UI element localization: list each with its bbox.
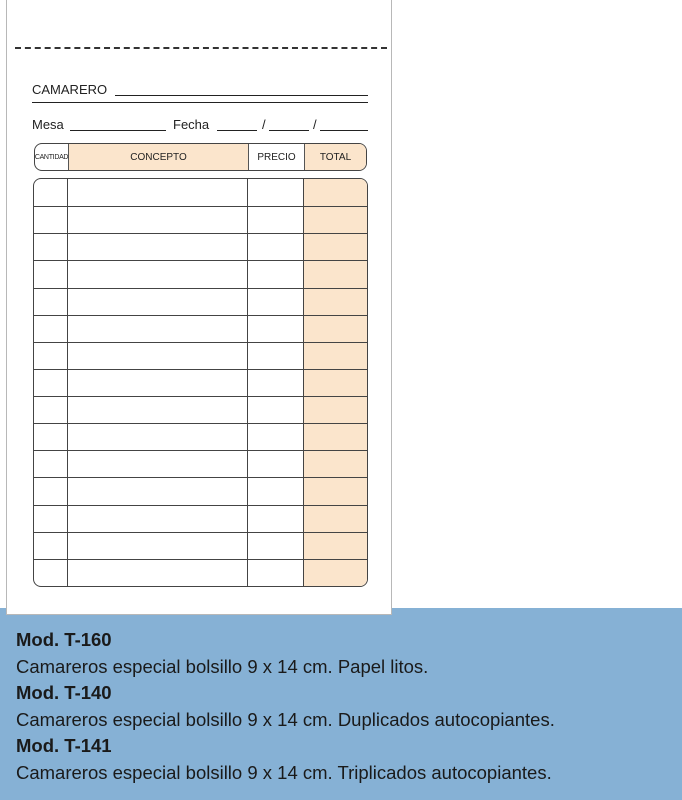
order-lines-grid [33,178,368,587]
waiter-label: CAMARERO [32,82,108,97]
product-description: Camareros especial bolsillo 9 x 14 cm. Papel litos. [16,655,429,677]
header-precio: PRECIO [249,144,305,170]
product-model: Mod. T-140 [16,682,112,703]
date-label: Fecha [173,117,210,132]
header-cantidad: CANTIDAD [35,144,69,170]
date-month-line [269,130,309,131]
product-item [16,733,678,786]
date-day-line [217,130,257,131]
waiter-line [115,95,368,96]
date-separator-1: / [262,117,266,132]
product-description: Camareros especial bolsillo 9 x 14 cm. Triplicados autocopiantes. [16,761,552,783]
order-pad-sheet [6,0,392,615]
row-line [34,342,367,343]
product-description: Camareros especial bolsillo 9 x 14 cm. Duplicados autocopiantes. [16,708,555,730]
row-line [34,559,367,560]
row-line [34,369,367,370]
row-line [34,477,367,478]
tear-line [15,47,387,49]
column-divider [303,179,304,586]
row-line [34,423,367,424]
row-line [34,233,367,234]
header-total: TOTAL [305,144,366,170]
waiter-second-line [32,102,368,103]
product-item [16,680,678,733]
header-concepto: CONCEPTO [69,144,249,170]
table-label: Mesa [32,117,64,132]
product-item [16,627,678,680]
column-divider [67,179,68,586]
row-line [34,315,367,316]
row-line [34,288,367,289]
product-model: Mod. T-141 [16,735,112,756]
product-model: Mod. T-160 [16,629,112,650]
column-divider [247,179,248,586]
total-column-fill [304,179,367,586]
row-line [34,206,367,207]
table-line [70,130,166,131]
date-year-line [320,130,368,131]
product-list [16,627,678,786]
row-line [34,260,367,261]
row-line [34,532,367,533]
row-line [34,396,367,397]
column-header-bar [34,143,367,171]
row-line [34,505,367,506]
date-separator-2: / [313,117,317,132]
row-line [34,450,367,451]
